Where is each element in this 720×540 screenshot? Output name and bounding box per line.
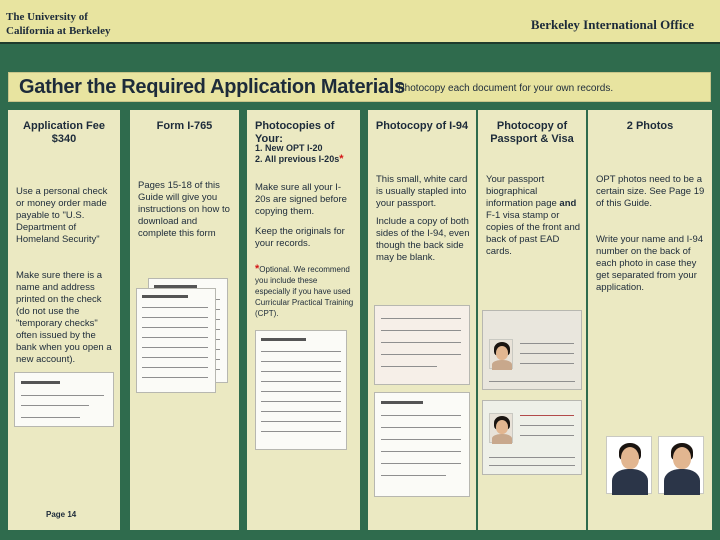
i94-text-card: This small, white card is usually stapled into your passport. (376, 174, 468, 209)
i94-text-both-sides: Include a copy of both sides of the I-94, even though the back side may be blank. (376, 216, 470, 263)
i20-image (255, 330, 347, 450)
photocopies-heading: Photocopies of Your: (255, 120, 335, 145)
fee-heading: Application Fee $340 (23, 120, 105, 145)
column-form-i765 (130, 110, 239, 530)
title-bar (8, 72, 711, 102)
photocopies-item-1: 1. New OPT I-20 (255, 143, 323, 153)
i94-form-image (374, 392, 470, 497)
university-name: The University of California at Berkeley (6, 11, 111, 37)
check-image (14, 372, 114, 427)
photos-text-size: OPT photos need to be a certain size. See Page 19 of this Guide. (596, 174, 705, 209)
form-image-page1 (136, 288, 216, 393)
header-bar (0, 0, 720, 44)
photocopies-item-2: 2. All previous I-20s* (255, 153, 344, 165)
office-name: Berkeley International Office (530, 17, 694, 32)
i94-heading: Photocopy of I-94 (375, 120, 469, 132)
column-two-photos (588, 110, 712, 530)
photos-text-name: Write your name and I-94 number on the back of each photo in case they get separated from your application. (596, 234, 704, 293)
column-passport-visa (478, 110, 586, 530)
column-photocopies-i20 (247, 110, 360, 530)
photocopies-optional-note: *Optional. We recommend you include these especially if you have used Curricular Practical Training (CPT). (255, 263, 354, 318)
passport-heading: Photocopy of Passport & Visa (490, 120, 574, 145)
fee-text-check-name: Make sure there is a name and address printed on the check (do not use the "temporary checks" often issued by the bank when you open a new account). (16, 270, 112, 365)
photo-1 (606, 436, 652, 494)
photos-heading: 2 Photos (626, 120, 674, 132)
visa-portrait (489, 413, 513, 443)
fee-text-payable: Use a personal check or money order made payable to "U.S. Department of Homeland Security" (16, 186, 108, 245)
column-application-fee (8, 110, 120, 530)
photocopies-text-signed: Make sure all your I-20s are signed before copying them. (255, 182, 347, 217)
photo-2 (658, 436, 704, 494)
i94-card-image (374, 305, 470, 385)
passport-page-image (482, 310, 582, 390)
form-heading: Form I-765 (156, 120, 213, 132)
passport-text: Your passport biographical information page and F-1 visa stamp or copies of the front and back of past EAD cards. (486, 174, 581, 257)
photocopy-note: Photocopy each document for your own records. (398, 83, 614, 94)
photocopies-text-originals: Keep the originals for your records. (255, 226, 345, 249)
column-i94 (368, 110, 476, 530)
page-title: Gather the Required Application Materials (19, 76, 405, 98)
visa-stamp-image (482, 400, 582, 475)
page-number: Page 14 (46, 510, 77, 519)
form-text: Pages 15-18 of this Guide will give you instructions on how to download and complete this form (138, 180, 230, 239)
passport-portrait (489, 339, 513, 369)
